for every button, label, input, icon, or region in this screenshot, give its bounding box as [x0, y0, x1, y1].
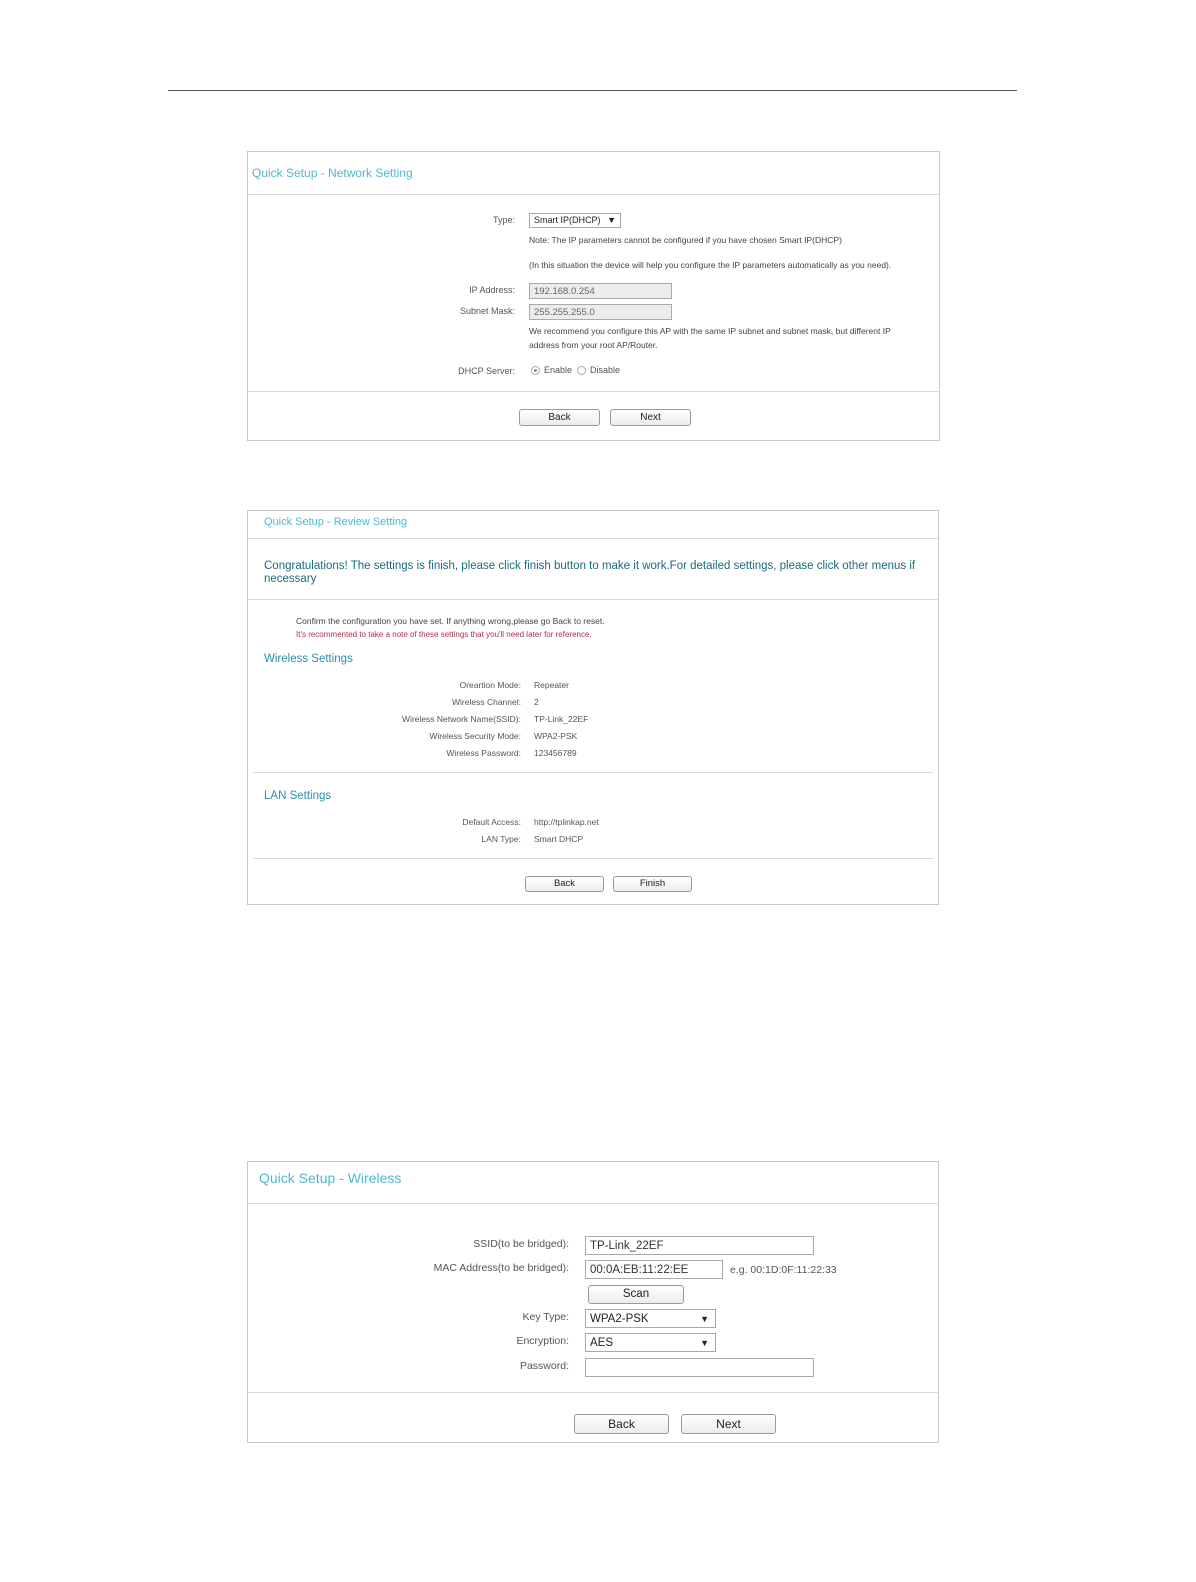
finish-button[interactable]: Finish [613, 876, 692, 892]
review-value: TP-Link_22EF [534, 714, 589, 724]
divider [253, 858, 933, 859]
dhcp-disable-radio[interactable] [577, 366, 586, 375]
wireless-setting-panel [247, 1161, 939, 1443]
back-button[interactable]: Back [519, 409, 600, 426]
dhcp-server-label: DHCP Server: [458, 366, 515, 376]
subnet-mask-field[interactable]: 255.255.255.0 [529, 304, 672, 320]
review-value: Smart DHCP [534, 834, 584, 844]
ip-address-field[interactable]: 192.168.0.254 [529, 283, 672, 299]
panel-title: Quick Setup - Wireless [259, 1170, 402, 1186]
divider [248, 1203, 938, 1204]
divider [248, 194, 939, 195]
password-field[interactable] [585, 1358, 814, 1377]
network-setting-panel [247, 151, 940, 441]
back-button[interactable]: Back [574, 1414, 669, 1434]
panel-title: Quick Setup - Review Setting [264, 516, 408, 528]
type-label: Type: [492, 215, 515, 225]
review-label: Wireless Network Name(SSID): [401, 714, 521, 724]
encryption-select[interactable] [585, 1333, 716, 1352]
reminder-text: It's recommented to take a note of these settings that you'll need later for reference. [296, 630, 592, 639]
congratulations-text-2: necessary [264, 573, 317, 585]
back-button[interactable]: Back [525, 876, 604, 892]
note-text-auto: (In this situation the device will help you configure the IP parameters automatically as you need). [529, 260, 892, 270]
key-type-label: Key Type: [522, 1311, 569, 1323]
review-setting-panel [247, 510, 939, 905]
page-header-rule [168, 90, 1017, 91]
review-label: Default Access: [462, 817, 521, 827]
recommend-text: We recommend you configure this AP with the same IP subnet and subnet mask, but different IP [529, 326, 891, 336]
key-type-value: WPA2-PSK [590, 1313, 649, 1325]
divider [248, 599, 938, 600]
ssid-field[interactable]: TP-Link_22EF [585, 1236, 814, 1255]
password-label: Password: [519, 1360, 569, 1372]
review-label: LAN Type: [481, 834, 521, 844]
encryption-label: Encryption: [516, 1335, 569, 1347]
dhcp-disable-label: Disable [590, 365, 621, 375]
key-type-select[interactable] [585, 1309, 716, 1328]
review-value: 2 [534, 697, 539, 707]
review-label: Wireless Security Mode: [429, 731, 521, 741]
next-button[interactable]: Next [610, 409, 691, 426]
review-label: Wireless Channel: [452, 697, 521, 707]
review-value: 123456789 [534, 748, 577, 758]
chevron-down-icon: ▼ [700, 1314, 709, 1324]
congratulations-text: Congratulations! The settings is finish, please click finish button to make it work.For detailed settings, please click other menus if [264, 560, 916, 572]
lan-settings-heading: LAN Settings [264, 790, 332, 802]
encryption-value: AES [590, 1337, 614, 1349]
review-value: WPA2-PSK [534, 731, 578, 741]
recommend-text-2: address from your root AP/Router. [529, 340, 658, 350]
note-text: Note: The IP parameters cannot be configured if you have chosen Smart IP(DHCP) [529, 235, 842, 245]
divider [248, 391, 939, 392]
review-label: Oreartion Mode: [459, 680, 521, 690]
review-label: Wireless Password: [446, 748, 521, 758]
mac-address-label: MAC Address(to be bridged): [433, 1262, 569, 1274]
wireless-settings-heading: Wireless Settings [264, 653, 353, 665]
type-select-value: Smart IP(DHCP) [534, 215, 601, 225]
next-button[interactable]: Next [681, 1414, 776, 1434]
ip-address-label: IP Address: [469, 285, 515, 295]
type-select[interactable] [529, 213, 621, 228]
scan-button[interactable]: Scan [588, 1285, 684, 1304]
chevron-down-icon: ▼ [607, 215, 616, 225]
subnet-mask-label: Subnet Mask: [459, 306, 515, 316]
ssid-label: SSID(to be bridged): [473, 1238, 569, 1250]
confirm-text: Confirm the configuration you have set. If anything wrong,please go Back to reset. [296, 616, 605, 626]
mac-example-text: e.g. 00:1D:0F:11:22:33 [730, 1264, 837, 1276]
chevron-down-icon: ▼ [700, 1338, 709, 1348]
dhcp-enable-label: Enable [544, 365, 573, 375]
panel-title: Quick Setup - Network Setting [252, 166, 413, 180]
divider [248, 538, 938, 539]
divider [253, 772, 933, 773]
mac-address-field[interactable]: 00:0A:EB:11:22:EE [585, 1260, 723, 1279]
dhcp-enable-radio[interactable] [531, 366, 540, 375]
review-value: Repeater [534, 680, 569, 690]
review-value: http://tplinkap.net [534, 817, 599, 827]
divider [248, 1392, 938, 1393]
